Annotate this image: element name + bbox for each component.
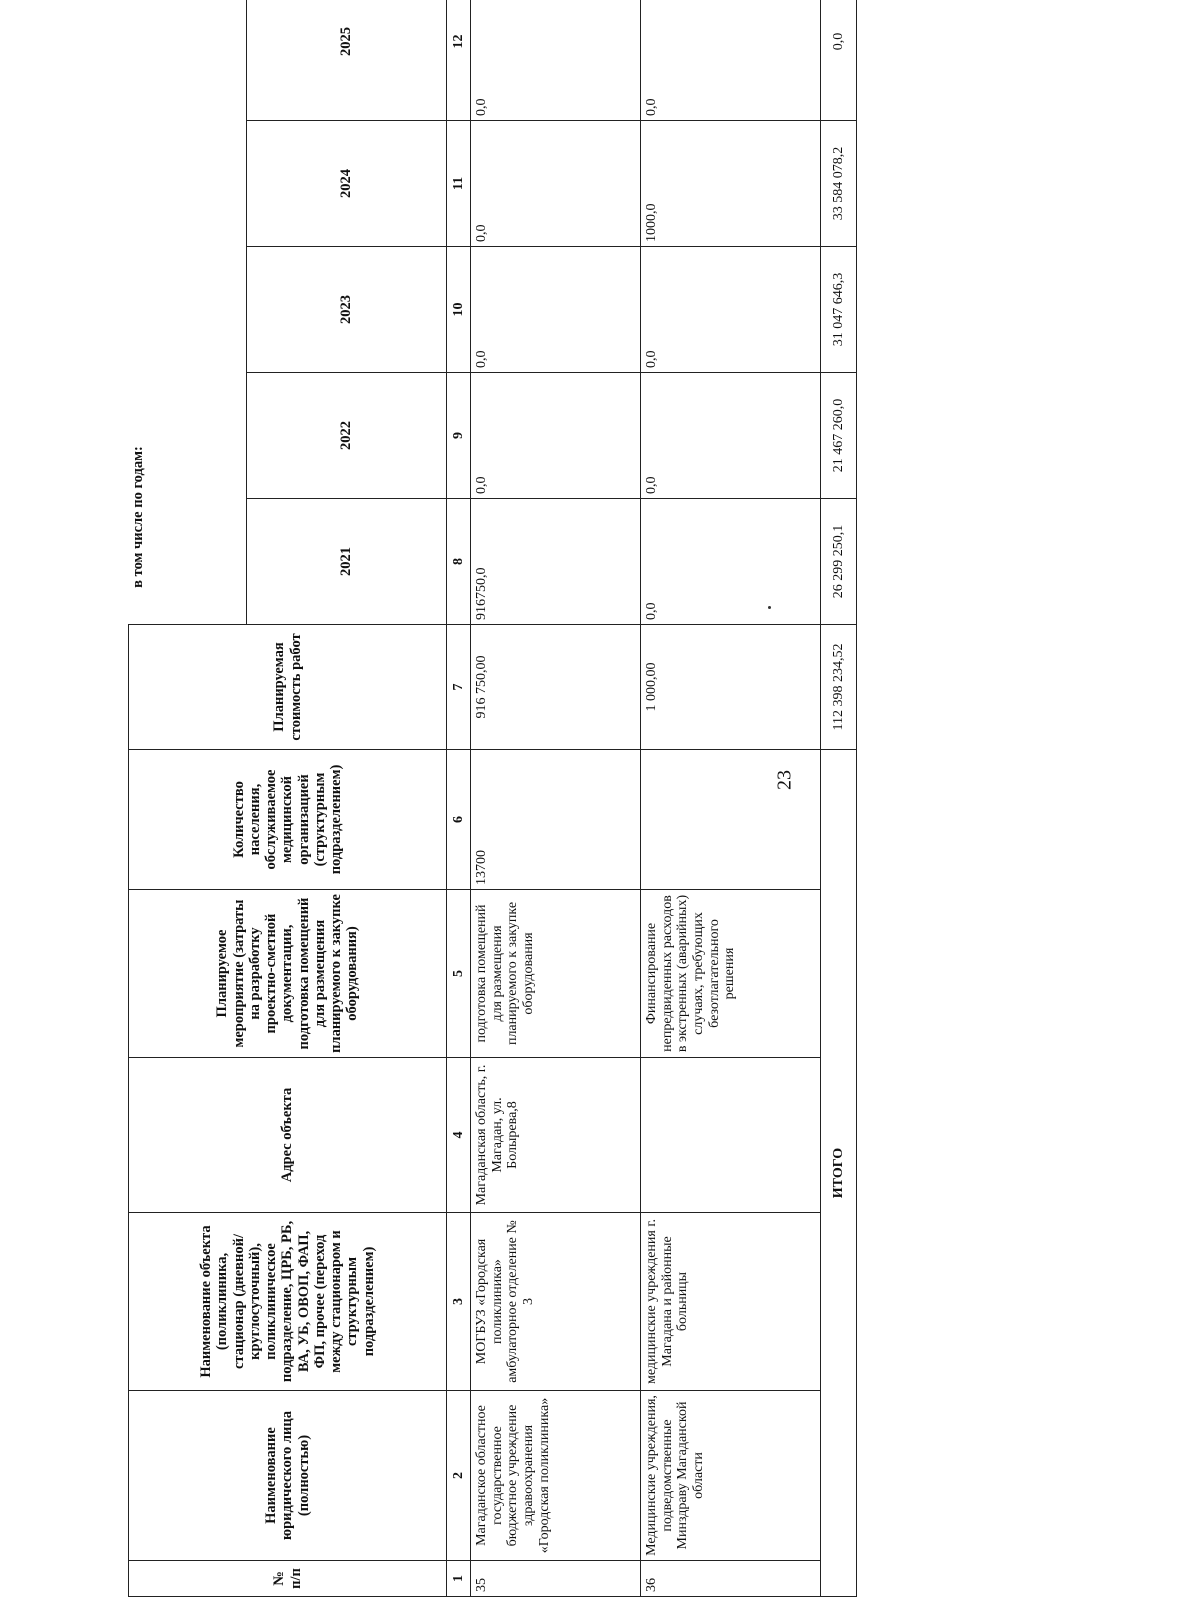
header-object: Наименование объекта (поликлиника, стационар (дневной/круглосуточный), поликлиническое подразделение, ЦРБ, РБ, ВА, УБ, ОВОП, ФАП, ФП, прочее (переход между стационаром и структурным подразделением) <box>129 1213 447 1391</box>
column-number-row <box>447 0 471 1597</box>
col-number: 6 <box>447 750 471 890</box>
page-number: 23 <box>773 770 796 790</box>
row-num: 36 <box>641 1561 821 1597</box>
total-label: ИТОГО <box>821 750 857 1597</box>
row-2021: 0,0 <box>641 499 821 625</box>
cost-table <box>128 0 857 1597</box>
col-number: 7 <box>447 625 471 750</box>
header-num: № п/п <box>129 1561 447 1597</box>
row-2022: 0,0 <box>471 373 641 499</box>
row-measure: Финансирование непредвиденных расходов в экстренных (аварийных) случаях, требующих безотлагательного решения <box>641 890 821 1058</box>
total-2023: 31 047 646,3 <box>821 247 857 373</box>
col-number: 8 <box>447 499 471 625</box>
row-2025: 0,0 <box>471 0 641 121</box>
row-address: Магаданская область, г. Магадан, ул. Болырева,8 <box>471 1058 641 1213</box>
row-object: МОГБУЗ «Городская поликлиника» амбулаторное отделение № 3 <box>471 1213 641 1391</box>
header-year-2023: 2023 <box>247 247 447 373</box>
row-2023: 0,0 <box>641 247 821 373</box>
total-2022: 21 467 260,0 <box>821 373 857 499</box>
header-measure: Планируемое мероприятие (затраты на разработку проектно-сметной документации, подготовка помещений для размещения планируемого к закупке оборудования) <box>129 890 447 1058</box>
total-2024: 33 584 078,2 <box>821 121 857 247</box>
row-num: 35 <box>471 1561 641 1597</box>
row-legal-entity: Медицинские учреждения, подведомственные Минздраву Магаданской области <box>641 1391 821 1561</box>
col-number: 12 <box>447 0 471 121</box>
row-object: медицинские учреждения г. Магадана и районные больницы <box>641 1213 821 1391</box>
total-2021: 26 299 250,1 <box>821 499 857 625</box>
years-group-label: в том числе по годам: <box>130 446 146 588</box>
row-2025: 0,0 <box>641 0 821 121</box>
row-address <box>641 1058 821 1213</box>
row-population: 13700 <box>471 750 641 890</box>
header-year-2025: 2025 <box>247 0 447 121</box>
rotated-table-container <box>128 26 856 1597</box>
total-row <box>821 0 857 1597</box>
row-measure: подготовка помещений для размещения планируемого к закупке оборудования <box>471 890 641 1058</box>
table-row <box>641 0 821 1597</box>
total-cost: 112 398 234,52 <box>821 625 857 750</box>
col-number: 5 <box>447 890 471 1058</box>
row-population <box>641 750 821 890</box>
col-number: 3 <box>447 1213 471 1391</box>
row-cost: 1 000,00 <box>641 625 821 750</box>
col-number: 1 <box>447 1561 471 1597</box>
col-number: 11 <box>447 121 471 247</box>
header-year-2021: 2021 <box>247 499 447 625</box>
row-2024: 1000,0 <box>641 121 821 247</box>
row-cost: 916 750,00 <box>471 625 641 750</box>
col-number: 2 <box>447 1391 471 1561</box>
table-row <box>471 0 641 1597</box>
header-year-2022: 2022 <box>247 373 447 499</box>
row-2024: 0,0 <box>471 121 641 247</box>
header-legal-entity: Наименование юридического лица (полностью) <box>129 1391 447 1561</box>
header-cost: Планируемая стоимость работ <box>129 625 447 750</box>
header-address: Адрес объекта <box>129 1058 447 1213</box>
row-2023: 0,0 <box>471 247 641 373</box>
row-2021: 916750,0 <box>471 499 641 625</box>
col-number: 9 <box>447 373 471 499</box>
header-population: Количество населения, обслуживаемое медицинской организацией (структурным подразделением) <box>129 750 447 890</box>
col-number: 10 <box>447 247 471 373</box>
row-2022: 0,0 <box>641 373 821 499</box>
row-legal-entity: Магаданское областное государственное бюджетное учреждение здравоохранения «Городская поликлиника» <box>471 1391 641 1561</box>
total-2025: 0,0 <box>821 0 857 121</box>
col-number: 4 <box>447 1058 471 1213</box>
header-year-2024: 2024 <box>247 121 447 247</box>
